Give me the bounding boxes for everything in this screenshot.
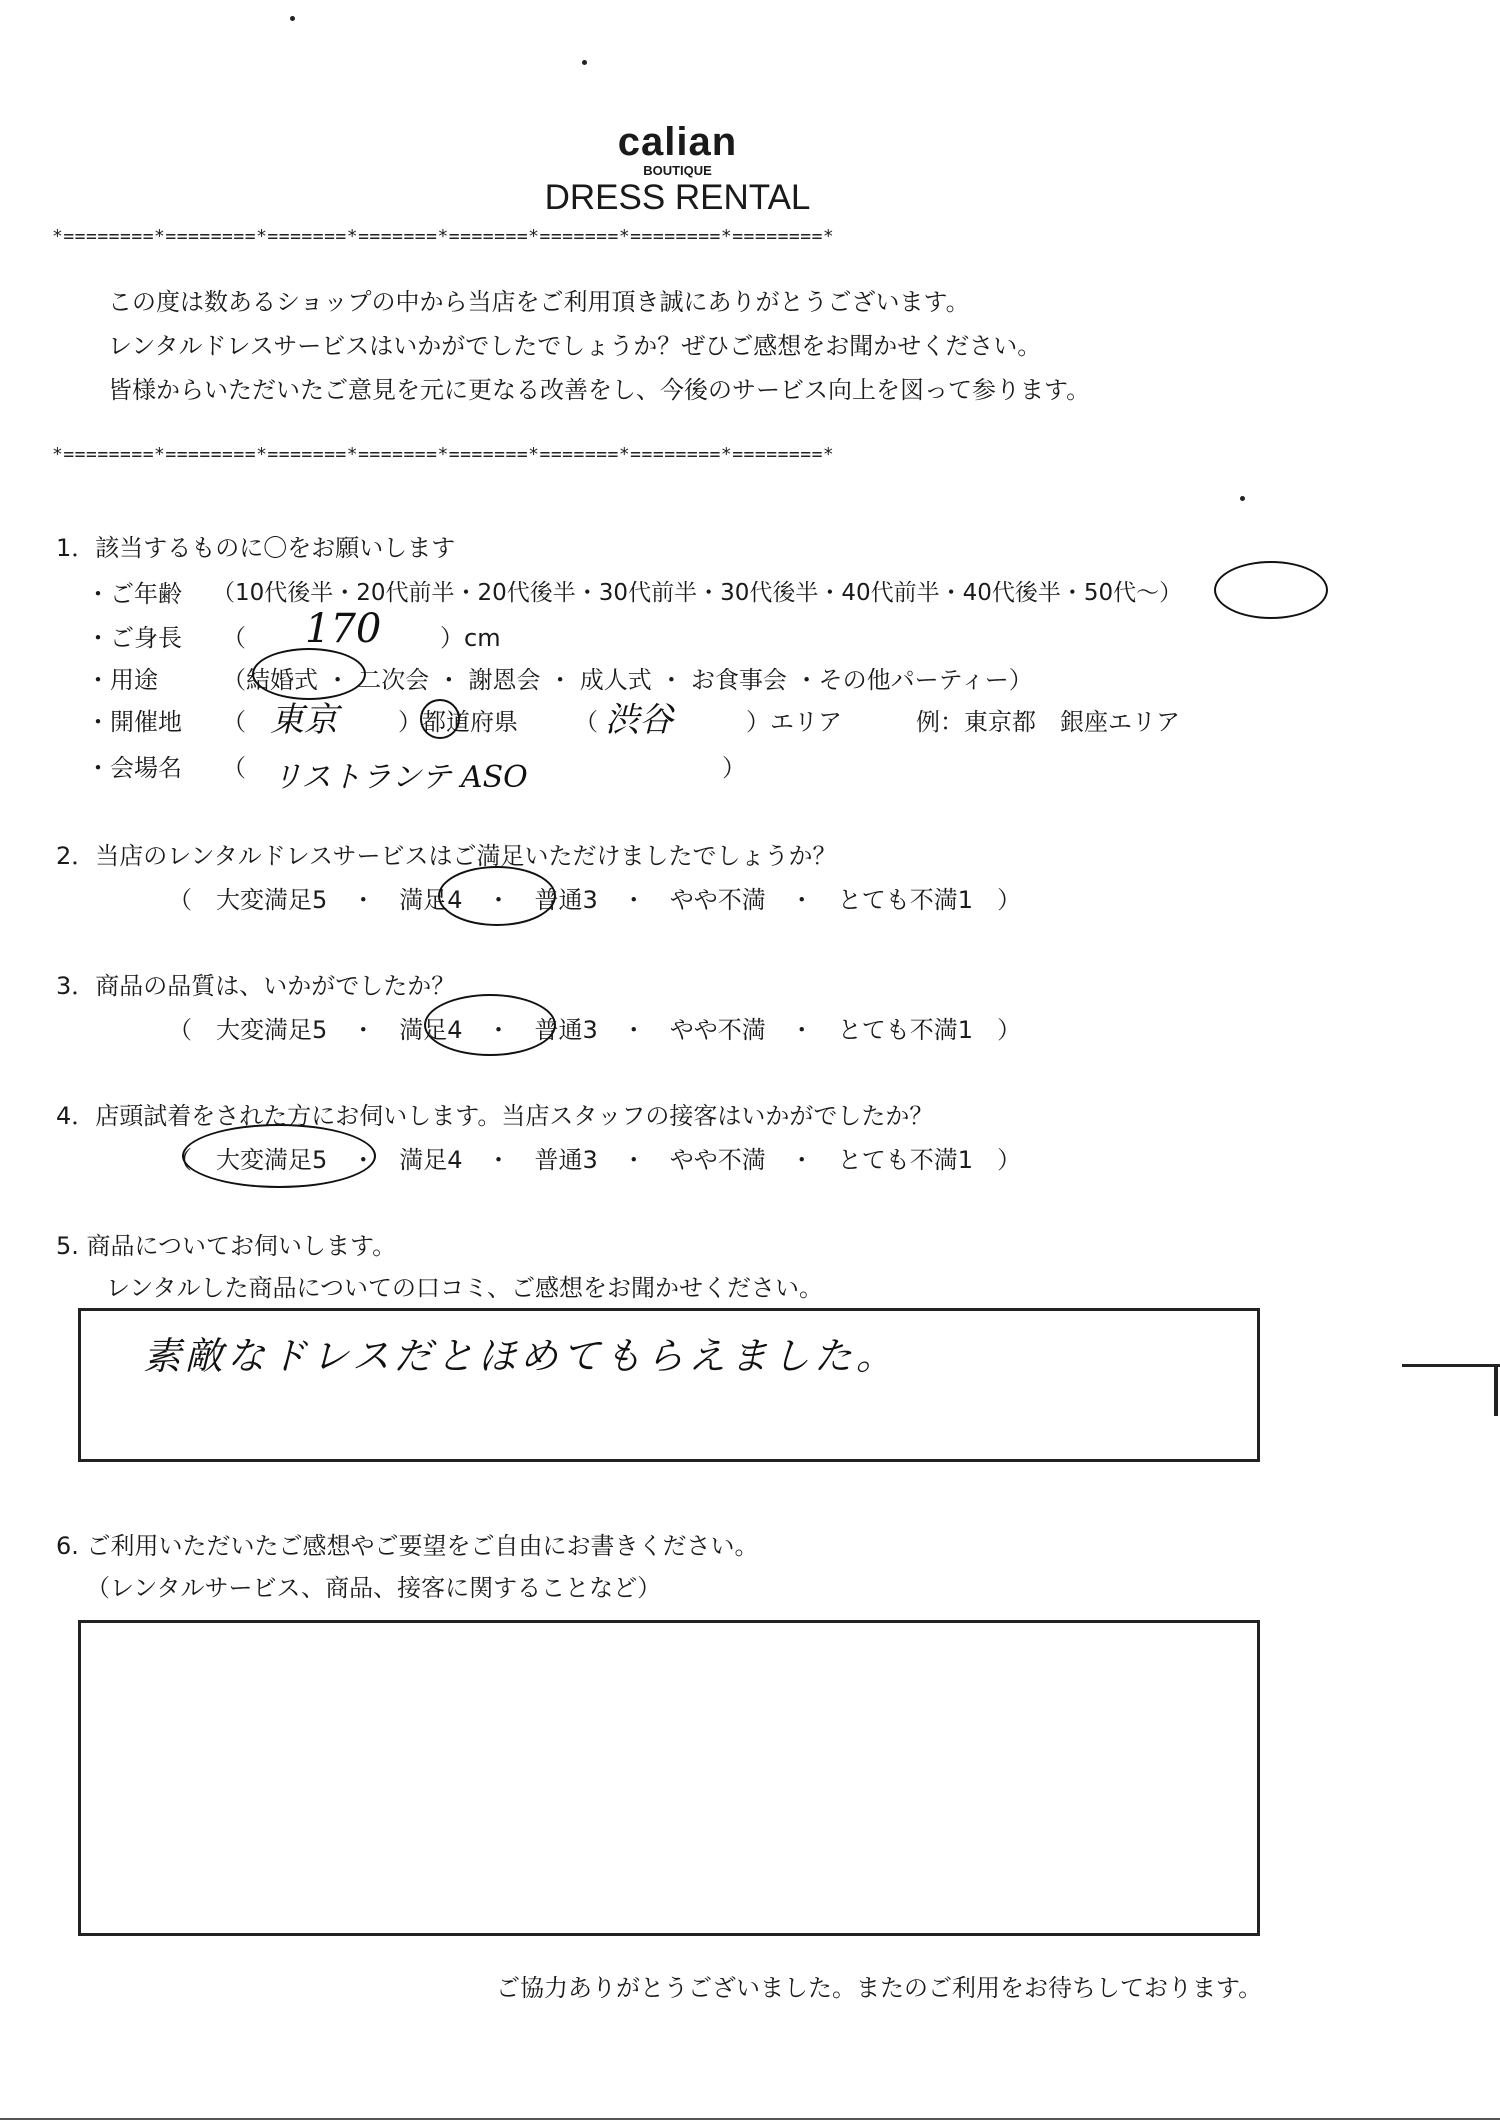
- intro-line: 皆様からいただいたご意見を元に更なる改善をし、今後のサービス向上を図って参ります。: [108, 376, 1091, 404]
- height-unit: ）cm: [440, 624, 501, 652]
- location-area-open: （: [574, 708, 598, 736]
- question-2-title: 2．当店のレンタルドレスサービスはご満足いただけましたでしょうか？: [56, 842, 837, 870]
- divider-bottom: *========*========*=======*=======*=======*=======*========*========*: [52, 444, 835, 465]
- purpose-label: ・用途: [86, 666, 158, 694]
- intro-text: [108, 280, 1090, 412]
- location-example: 例：東京都 銀座エリア: [916, 708, 1180, 736]
- brand-subtitle: BOUTIQUE: [643, 163, 712, 178]
- intro-line: レンタルドレスサービスはいかがでしたでしょうか？ぜひご感想をお聞かせください。: [108, 332, 1042, 360]
- form-title: DRESS RENTAL: [544, 178, 811, 217]
- scan-speck: [290, 16, 295, 21]
- question-2-options[interactable]: （ 大変満足5 ・ 満足4 ・ 普通3 ・ やや不満 ・ とても不満1 ）: [168, 886, 1022, 914]
- intro-line: この度は数あるショップの中から当店をご利用頂き誠にありがとうございます。: [108, 288, 970, 316]
- location-area-suffix: ）エリア: [746, 708, 842, 736]
- question-4-title: 4．店頭試着をされた方にお伺いします。当店スタッフの接客はいかがでしたか？: [56, 1102, 934, 1130]
- scan-bottom-edge: [0, 2118, 1500, 2120]
- venue-label: ・会場名: [86, 754, 182, 782]
- scan-edge-mark: [1494, 1364, 1498, 1416]
- age-label: ・ご年齢: [86, 580, 182, 608]
- question-6-title: 6. ご利用いただいたご感想やご要望をご自由にお書きください。: [56, 1532, 759, 1560]
- question-5-title: 5. 商品についてお伺いします。: [56, 1232, 397, 1260]
- question-1-title: 1．該当するものに〇をお願いします: [56, 534, 456, 562]
- brand-logo: calian: [617, 120, 738, 164]
- scan-speck: [1240, 496, 1245, 501]
- height-open: （: [222, 624, 246, 652]
- purpose-options[interactable]: （結婚式 ・ 二次会 ・ 謝恩会 ・ 成人式 ・ お食事会 ・その他パーティー）: [222, 666, 1033, 694]
- location-prefecture-suffix: ）都道府県: [398, 708, 518, 736]
- question-4-options[interactable]: （ 大変満足5 ・ 満足4 ・ 普通3 ・ やや不満 ・ とても不満1 ）: [168, 1146, 1022, 1174]
- question-3-title: 3．商品の品質は、いかがでしたか？: [56, 972, 456, 1000]
- height-label: ・ご身長: [86, 624, 182, 652]
- venue-value[interactable]: リストランテ ASO: [272, 760, 528, 795]
- age-selection-circle: [1214, 561, 1328, 619]
- location-prefecture-value[interactable]: 東京: [270, 700, 338, 740]
- location-open: （: [222, 708, 246, 736]
- divider-top: *========*========*=======*=======*=======*=======*========*========*: [52, 226, 835, 247]
- q5-answer-text: 素敵なドレスだとほめてもらえました。: [143, 1334, 898, 1378]
- q6-answer-box[interactable]: [78, 1620, 1260, 1936]
- location-area-value[interactable]: 渋谷: [605, 700, 673, 740]
- q5-answer-box[interactable]: [78, 1308, 1260, 1462]
- age-options[interactable]: （10代後半・20代前半・20代後半・30代前半・30代後半・40代前半・40代後半・50代～）: [212, 580, 1183, 606]
- question-6-subtitle: （レンタルサービス、商品、接客に関することなど）: [86, 1574, 662, 1602]
- venue-open: （: [222, 754, 246, 782]
- venue-close: ）: [722, 754, 746, 782]
- location-label: ・開催地: [86, 708, 182, 736]
- footer-thanks: ご協力ありがとうございました。またのご利用をお待ちしております。: [496, 1974, 1263, 2002]
- question-5-subtitle: レンタルした商品についての口コミ、ご感想をお聞かせください。: [106, 1274, 823, 1302]
- height-value[interactable]: 170: [305, 606, 382, 652]
- scan-speck: [582, 60, 587, 65]
- scan-edge-mark: [1402, 1364, 1500, 1367]
- question-3-options[interactable]: （ 大変満足5 ・ 満足4 ・ 普通3 ・ やや不満 ・ とても不満1 ）: [168, 1016, 1022, 1044]
